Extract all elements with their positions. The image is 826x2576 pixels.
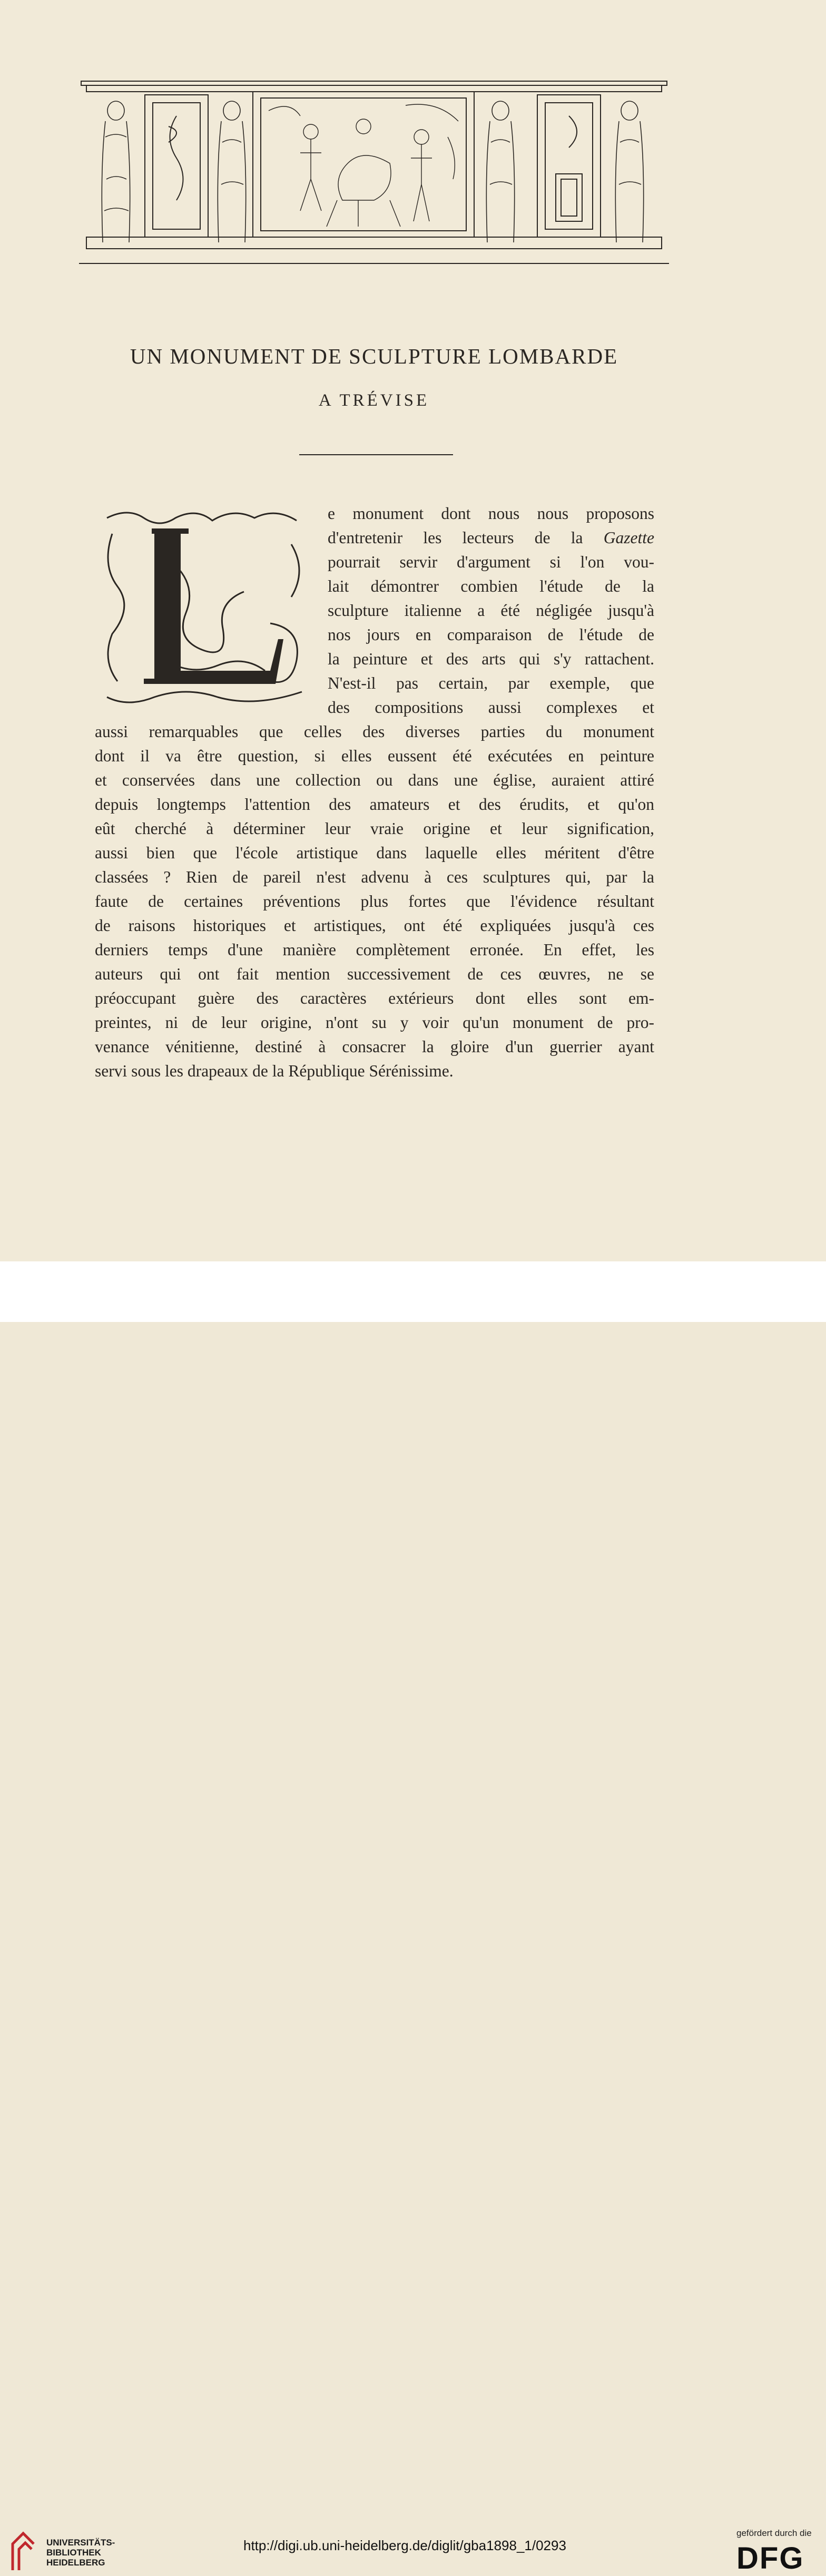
initial-glyph: L — [167, 530, 235, 652]
text-line-14: eût cherché à déterminer leur vraie origine et leur signification, — [95, 819, 654, 838]
text-line-21: préoccupant guère des caractères extérieurs dont elles sont em- — [95, 989, 654, 1007]
text-line-9: des compositions aussi complexes et — [328, 698, 654, 717]
text-line-23: venance vénitienne, destiné à consacrer la gloire d'un guerrier ayant — [95, 1037, 654, 1056]
text-line-16: classées ? Rien de pareil n'est advenu à ces sculptures qui, par la — [95, 868, 654, 886]
text-line-5: sculpture italienne a été négligée jusqu'à — [328, 601, 654, 620]
library-name-line-2: BIBLIOTHEK — [46, 2548, 101, 2558]
text-line-3: pourrait servir d'argument si l'on vou- — [328, 553, 654, 571]
text-line-18: de raisons historiques et artistiques, ont été expliquées jusqu'à ces — [95, 916, 654, 935]
title-divider — [299, 454, 453, 455]
text-line-15: aussi bien que l'école artistique dans laquelle elles méritent d'être — [95, 844, 654, 862]
text-line-17: faute de certaines préventions plus fortes que l'évidence résultant — [95, 892, 654, 910]
text-line-22: preintes, ni de leur origine, n'ont su y voir qu'un monument de pro- — [95, 1013, 654, 1032]
dfg-logo: DFG — [736, 2541, 804, 2575]
digitization-footer — [0, 1261, 826, 2575]
text-line-2: d'entretenir les lecteurs de la Gazette — [328, 528, 654, 547]
ornate-initial-letter — [96, 502, 315, 713]
funding-note: gefördert durch die — [736, 2528, 812, 2538]
text-line-10: aussi remarquables que celles des diverses parties du monument — [95, 722, 654, 741]
text-line-20: auteurs qui ont fait mention successivement de ces œuvres, ne se — [95, 965, 654, 983]
article-title: UN MONUMENT DE SCULPTURE LOMBARDE — [130, 344, 618, 368]
article-subtitle: A TRÉVISE — [318, 391, 430, 410]
text-line-4: lait démontrer combien l'étude de la — [328, 577, 654, 595]
library-name — [46, 2538, 115, 2568]
document-page — [0, 0, 826, 1261]
text-line-13: depuis longtemps l'attention des amateurs et des érudits, et qu'on — [95, 795, 654, 814]
sculpture-frieze-illustration — [79, 74, 669, 266]
library-name-line-3: HEIDELBERG — [46, 2558, 105, 2568]
permalink-url[interactable]: http://digi.ub.uni-heidelberg.de/diglit/gba1898_1/0293 — [243, 2538, 566, 2553]
library-logo-icon — [7, 2528, 39, 2575]
text-line-24: servi sous les drapeaux de la République Sérénissime. — [95, 1062, 454, 1080]
text-line-6: nos jours en comparaison de l'étude de — [328, 625, 654, 644]
text-line-7: la peinture et des arts qui s'y rattachent. — [328, 650, 654, 668]
text-line-8: N'est-il pas certain, par exemple, que — [328, 674, 654, 692]
text-line-1: e monument dont nous nous proposons — [328, 504, 654, 523]
library-name-line-1: UNIVERSITÄTS- — [46, 2538, 115, 2548]
text-line-11: dont il va être question, si elles eussent été exécutées en peinture — [95, 747, 654, 765]
text-line-12: et conservées dans une collection ou dans une église, auraient attiré — [95, 771, 654, 789]
text-line-19: derniers temps d'une manière complètement erronée. En effet, les — [95, 941, 654, 959]
